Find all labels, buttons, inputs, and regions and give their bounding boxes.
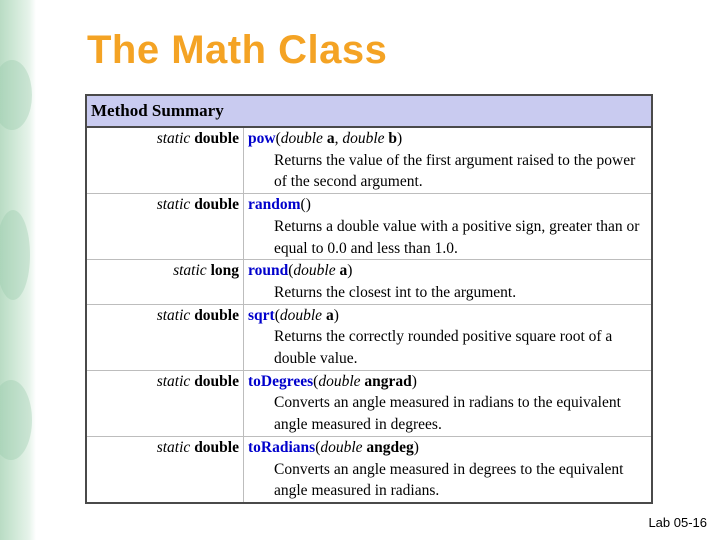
method-modifier-cell bbox=[86, 194, 244, 260]
method-detail-cell bbox=[244, 194, 653, 260]
modifier-keyword: static bbox=[156, 130, 191, 147]
modifier-keyword: static bbox=[156, 438, 191, 456]
method-summary-table bbox=[85, 94, 653, 504]
method-description: Converts an angle measured in degrees to the equivalent angle measured in radians. bbox=[274, 460, 624, 500]
param-type: double bbox=[279, 306, 323, 324]
table-header: Method Summary bbox=[86, 95, 652, 127]
table-row bbox=[86, 304, 652, 370]
method-link[interactable]: sqrt bbox=[248, 306, 275, 324]
method-detail-cell bbox=[244, 370, 653, 436]
table-row bbox=[86, 436, 652, 503]
return-type: double bbox=[194, 372, 239, 390]
method-link[interactable]: random bbox=[248, 196, 301, 214]
param-type: double bbox=[342, 130, 385, 147]
param-name: a bbox=[326, 130, 335, 147]
method-modifier-cell bbox=[86, 304, 244, 370]
modifier-keyword: static bbox=[173, 262, 207, 280]
method-modifier-cell bbox=[86, 370, 244, 436]
param-name: a bbox=[339, 262, 348, 280]
method-description: Returns the value of the first argument raised to the power of the second argument. bbox=[274, 151, 636, 191]
modifier-keyword: static bbox=[156, 306, 191, 324]
slide-number: Lab 05-16 bbox=[648, 515, 707, 530]
return-type: double bbox=[194, 196, 239, 214]
method-detail-cell bbox=[244, 127, 653, 194]
table-row bbox=[86, 370, 652, 436]
method-signature: toRadians(double angdeg) bbox=[248, 438, 419, 456]
method-modifier-cell bbox=[86, 127, 244, 194]
method-detail-cell bbox=[244, 260, 653, 304]
param-type: double bbox=[318, 372, 361, 390]
modifier-keyword: static bbox=[156, 196, 191, 214]
decorative-blob bbox=[0, 210, 30, 300]
param-type: double bbox=[320, 438, 363, 456]
method-link[interactable]: toDegrees bbox=[248, 372, 314, 390]
return-type: long bbox=[210, 262, 239, 280]
param-name: a bbox=[325, 306, 334, 324]
method-signature: random() bbox=[248, 196, 311, 214]
method-signature: pow(double a, double b) bbox=[248, 130, 403, 147]
decorative-side-strip bbox=[0, 0, 36, 540]
param-name: angrad bbox=[364, 372, 412, 390]
table-row bbox=[86, 127, 652, 194]
method-signature: sqrt(double a) bbox=[248, 306, 339, 324]
decorative-blob bbox=[0, 380, 32, 460]
method-link[interactable]: round bbox=[248, 262, 289, 280]
param-name: angdeg bbox=[366, 438, 414, 456]
method-detail-cell bbox=[244, 304, 653, 370]
method-detail-cell bbox=[244, 436, 653, 503]
method-description: Returns the correctly rounded positive square root of a double value. bbox=[274, 328, 613, 368]
return-type: double bbox=[194, 306, 239, 324]
decorative-blob bbox=[0, 60, 32, 130]
modifier-keyword: static bbox=[156, 372, 191, 390]
method-description: Converts an angle measured in radians to the equivalent angle measured in degrees. bbox=[274, 394, 621, 434]
method-link[interactable]: toRadians bbox=[248, 438, 316, 456]
method-signature: round(double a) bbox=[248, 262, 353, 280]
param-type: double bbox=[280, 130, 323, 147]
method-description: Returns the closest int to the argument. bbox=[274, 283, 517, 301]
slide-title: The Math Class bbox=[87, 28, 388, 72]
method-link[interactable]: pow bbox=[248, 130, 276, 147]
param-type: double bbox=[293, 262, 336, 280]
return-type: double bbox=[194, 130, 239, 147]
method-modifier-cell bbox=[86, 260, 244, 304]
table-row bbox=[86, 260, 652, 304]
return-type: double bbox=[194, 438, 239, 456]
method-description: Returns a double value with a positive sign, greater than or equal to 0.0 and less than 1.0. bbox=[274, 217, 640, 257]
table-row bbox=[86, 194, 652, 260]
method-signature: toDegrees(double angrad) bbox=[248, 372, 417, 390]
param-name: b bbox=[388, 130, 397, 147]
method-modifier-cell bbox=[86, 436, 244, 503]
